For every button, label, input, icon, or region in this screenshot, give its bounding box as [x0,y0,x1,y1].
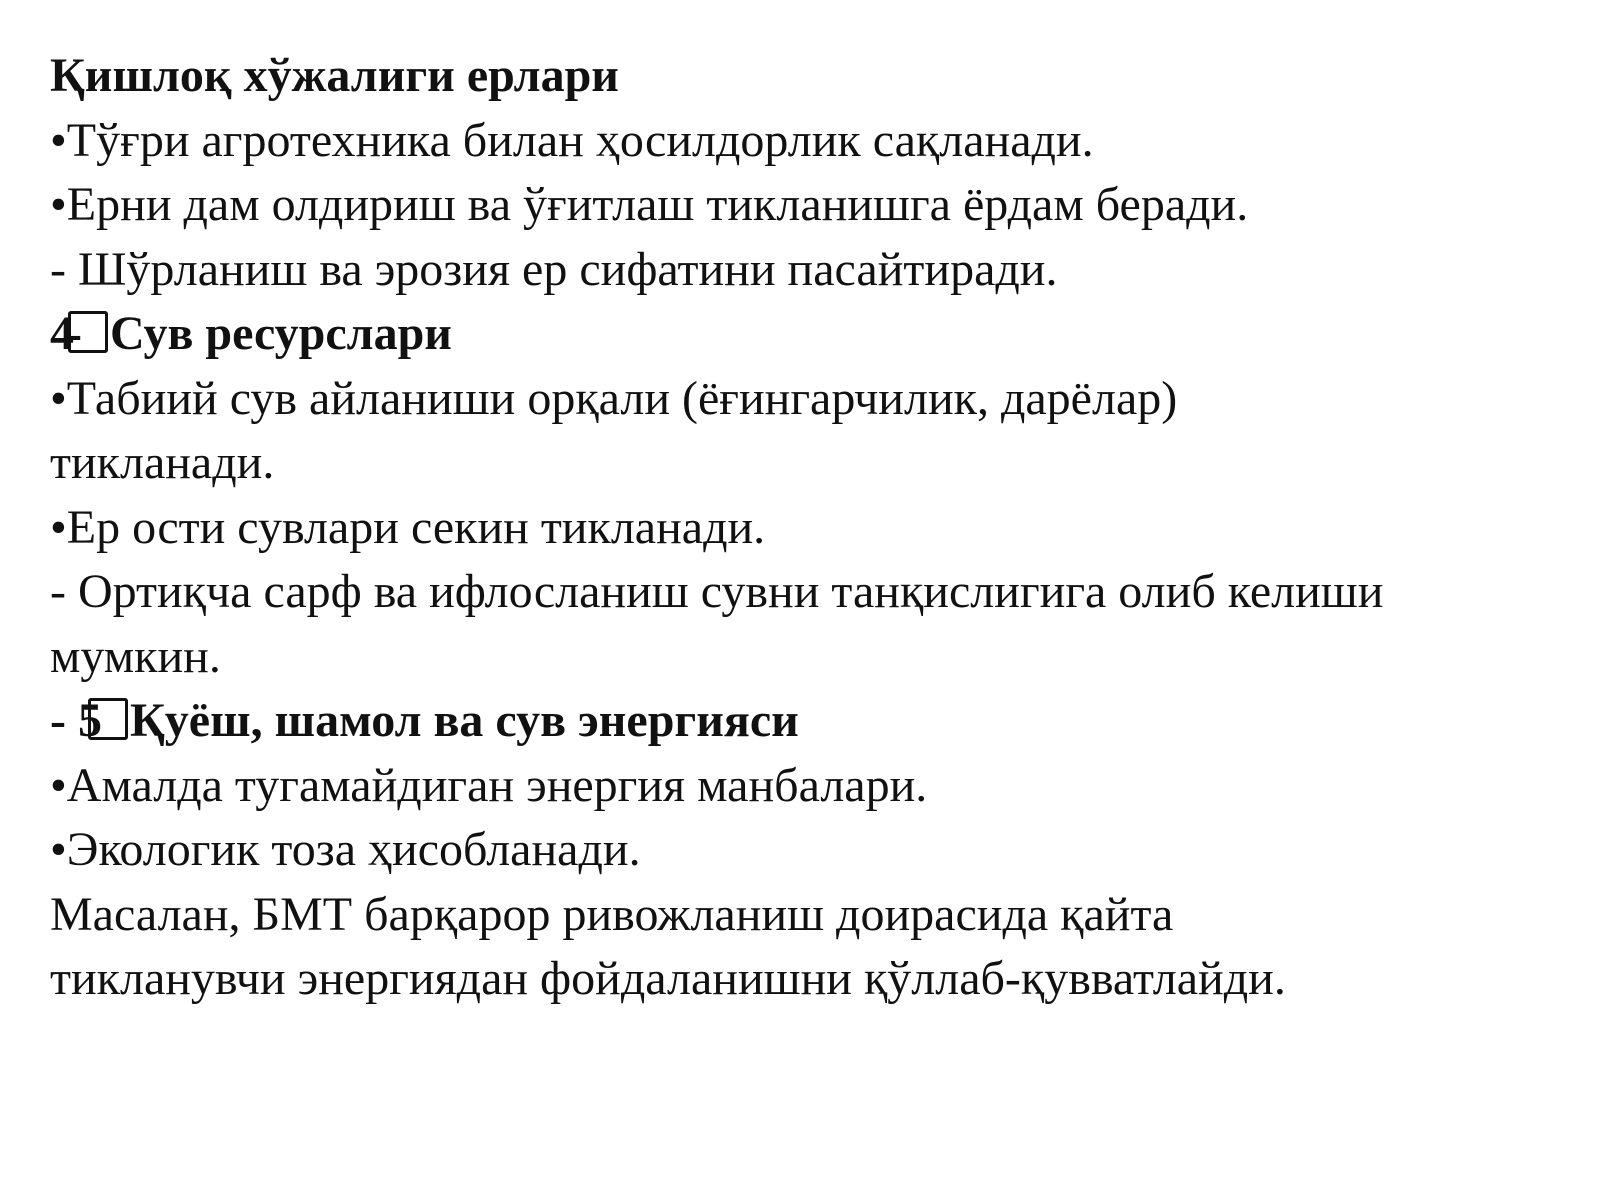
energy-bullet-1: •Амалда тугамайдиган энергия манбалари. [50,758,928,812]
water-bullet-1-line-2: тикланади. [50,436,275,489]
agri-heading: Қишлоқ хўжалиги ерлари [50,49,619,102]
energy-example-line-2: тикланувчи энергиядан фойдаланишни қўллаб-қувватлайди. [50,952,1286,1005]
energy-section-number: 5 [77,694,94,747]
water-heading-row [50,302,1560,367]
water-section-number: 4 [50,307,66,360]
agri-bullet-1: •Тўғри агротехника билан ҳосилдорлик сақланади. [50,113,1094,167]
energy-prefix: - [50,694,78,747]
slide-content [50,44,1560,1012]
energy-heading: Қуёш, шамол ва сув энергияси [129,694,799,747]
water-bullet-2: •Ер ости сувлари секин тикланади. [50,500,766,554]
water-bullet-1-line-1: •Табиий сув айланиши орқали (ёғингарчилик, дарёлар) [50,371,1178,425]
agri-bullet-2: •Ерни дам олдириш ва ўғитлаш тикланишга ёрдам беради. [50,178,1249,231]
missing-glyph-box-icon [88,698,128,740]
missing-glyph-box-icon [68,311,108,353]
water-note-line-1: - Ортиқча сарф ва ифлосланиш сувни танқислигига олиб келиши [50,565,1384,618]
energy-example-line-1: Масалан, БМТ барқарор ривожланиш доирасида қайта [50,887,1174,941]
energy-bullet-2: •Экологик тоза ҳисобланади. [50,823,641,876]
water-heading: Сув ресурслари [109,307,452,360]
water-note-line-2: мумкин. [50,629,221,683]
energy-heading-row [50,689,1560,754]
agri-note: - Шўрланиш ва эрозия ер сифатини пасайтиради. [50,242,1058,296]
water-section-number-dash: - [66,307,74,360]
